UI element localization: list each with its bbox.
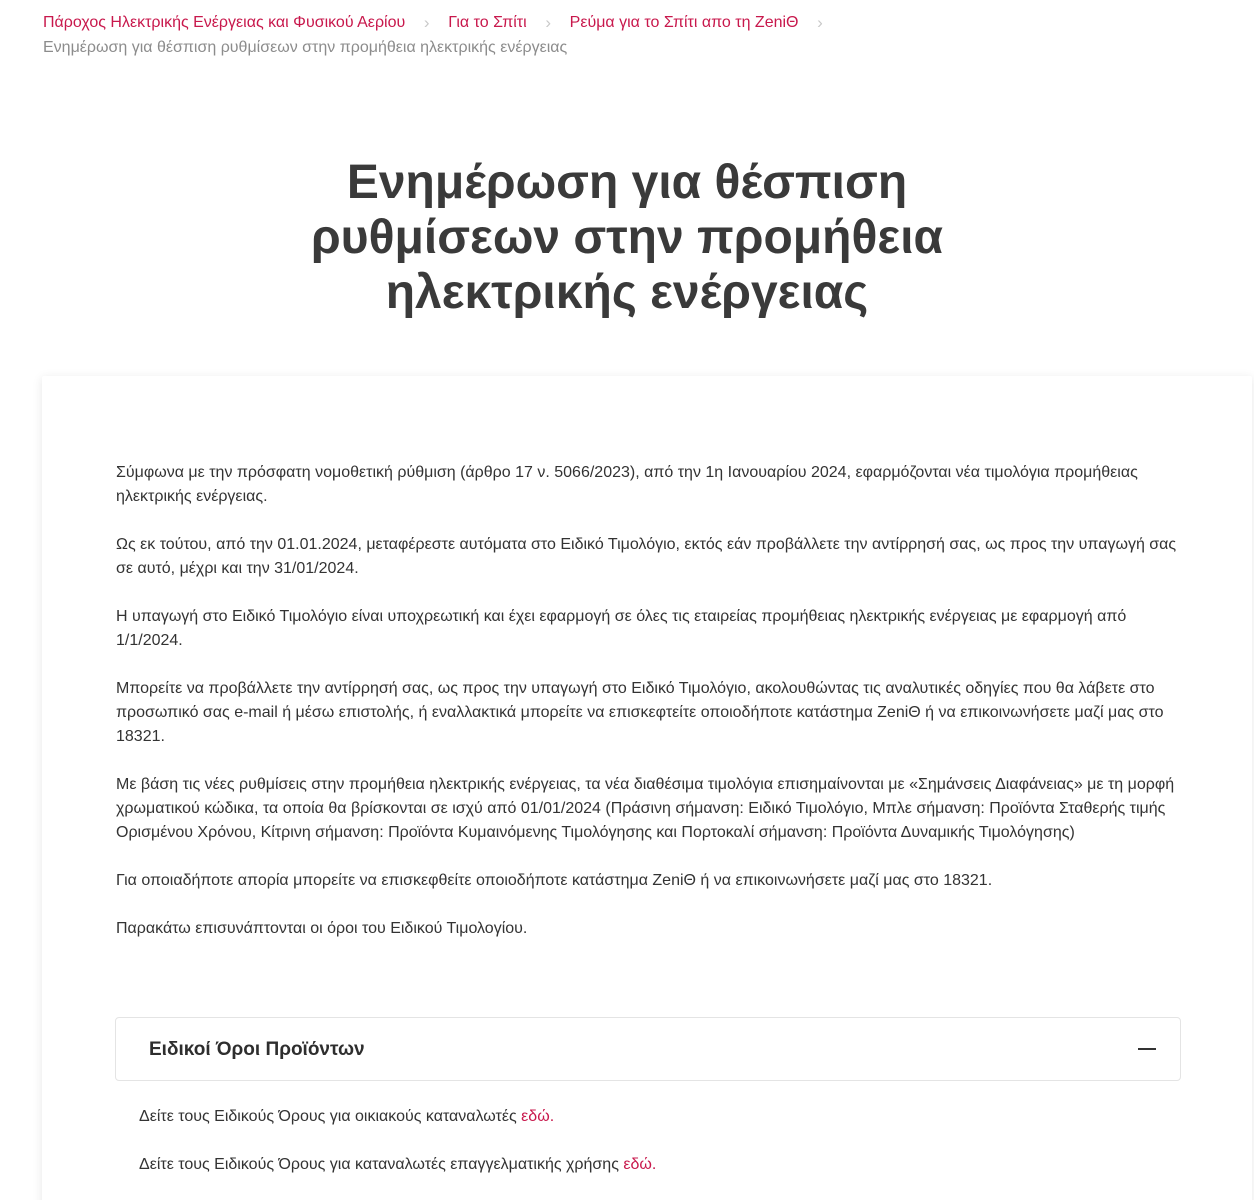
breadcrumb (43, 11, 1223, 60)
paragraph: Παρακάτω επισυνάπτονται οι όροι του Ειδικού Τιμολογίου. (116, 920, 528, 937)
paragraph: Για οποιαδήποτε απορία μπορείτε να επισκεφθείτε οποιοδήποτε κατάστημα ZeniΘ ή να επικοινωνήσετε μαζί μας στο 18321. (116, 872, 993, 889)
terms-link-business[interactable]: εδώ. (623, 1156, 657, 1173)
accordion-title: Ειδικοί Όροι Προϊόντων (149, 1039, 365, 1060)
terms-text: Δείτε τους Ειδικούς Όρους για οικιακούς καταναλωτές (139, 1108, 522, 1125)
chevron-right-icon: › (545, 13, 551, 32)
paragraph: Ως εκ τούτου, από την 01.01.2024, μεταφέρεστε αυτόματα στο Ειδικό Τιμολόγιο, εκτός εάν προβάλλετε την αντίρρησή σας, ως προς την υπαγωγή σας σε αυτό, μέχρι και την 31/01/2024. (116, 536, 1177, 577)
page-title-line: Ενημέρωση για θέσπιση (346, 156, 908, 209)
article-body (116, 461, 1180, 965)
page-title-line: ηλεκτρικής ενέργειας (385, 266, 869, 319)
paragraph: Με βάση τις νέες ρυθμίσεις στην προμήθεια ηλεκτρικής ενέργειας, τα νέα διαθέσιμα τιμολόγια επισημαίνονται με «Σημάνσεις Διαφάνειας» με τη μορφή χρωματικού κώδικα, τα οποία θα βρίσκονται σε ισχύ από 01/01/2024 (Πράσινη σήμανση: Ειδικό Τιμολόγιο, Μπλε σήμανση: Προϊόντα Σταθερής τιμής Ορισμένου Χρόνου, Κίτρινη σήμανση: Προϊόντα Κυμαινόμενης Τιμολόγησης και Πορτοκαλί σήμανση: Προϊόντα Δυναμικής Τιμολόγησης) (116, 776, 1175, 841)
breadcrumb-item-provider[interactable]: Πάροχος Ηλεκτρικής Ενέργειας και Φυσικού Αερίου (43, 14, 406, 31)
content-card (42, 376, 1252, 1200)
list-item (139, 1153, 656, 1177)
list-item (139, 1105, 656, 1129)
breadcrumb-item-electricity[interactable]: Ρεύμα για το Σπίτι απο τη ZeniΘ (569, 14, 799, 31)
page-title-line: ρυθμίσεων στην προμήθεια (310, 211, 944, 264)
accordion-header-special-terms[interactable] (115, 1017, 1181, 1081)
paragraph: Η υπαγωγή στο Ειδικό Τιμολόγιο είναι υποχρεωτική και έχει εφαρμογή σε όλες τις εταιρείας προμήθειας ηλεκτρικής ενέργειας με εφαρμογή από 1/1/2024. (116, 608, 1127, 649)
chevron-right-icon: › (817, 13, 823, 32)
accordion-body (139, 1105, 656, 1200)
breadcrumb-links (43, 11, 1223, 35)
breadcrumb-current: Ενημέρωση για θέσπιση ρυθμίσεων στην προμήθεια ηλεκτρικής ενέργειας (43, 39, 568, 56)
page-title (0, 155, 1254, 320)
chevron-right-icon: › (423, 13, 430, 32)
terms-text: Δείτε τους Ειδικούς Όρους για καταναλωτές επαγγελματικής χρήσης (139, 1156, 624, 1173)
paragraph: Σύμφωνα με την πρόσφατη νομοθετική ρύθμιση (άρθρο 17 ν. 5066/2023), από την 1η Ιανουαρίου 2024, εφαρμόζονται νέα τιμολόγια προμήθειας ηλεκτρικής ενέργειας. (116, 464, 1138, 505)
paragraph: Μπορείτε να προβάλλετε την αντίρρησή σας, ως προς την υπαγωγή στο Ειδικό Τιμολόγιο, ακολουθώντας τις αναλυτικές οδηγίες που θα λάβετε στο προσωπικό σας e-mail ή μέσω επιστολής, ή εναλλακτικά μπορείτε να επισκεφτείτε οποιοδήποτε κατάστημα ZeniΘ ή να επικοινωνήσετε μαζί μας στο 18321. (116, 680, 1164, 745)
minus-icon[interactable] (1138, 1048, 1156, 1050)
breadcrumb-item-home[interactable]: Για το Σπίτι (448, 14, 527, 31)
terms-link-residential[interactable]: εδώ. (521, 1108, 555, 1125)
